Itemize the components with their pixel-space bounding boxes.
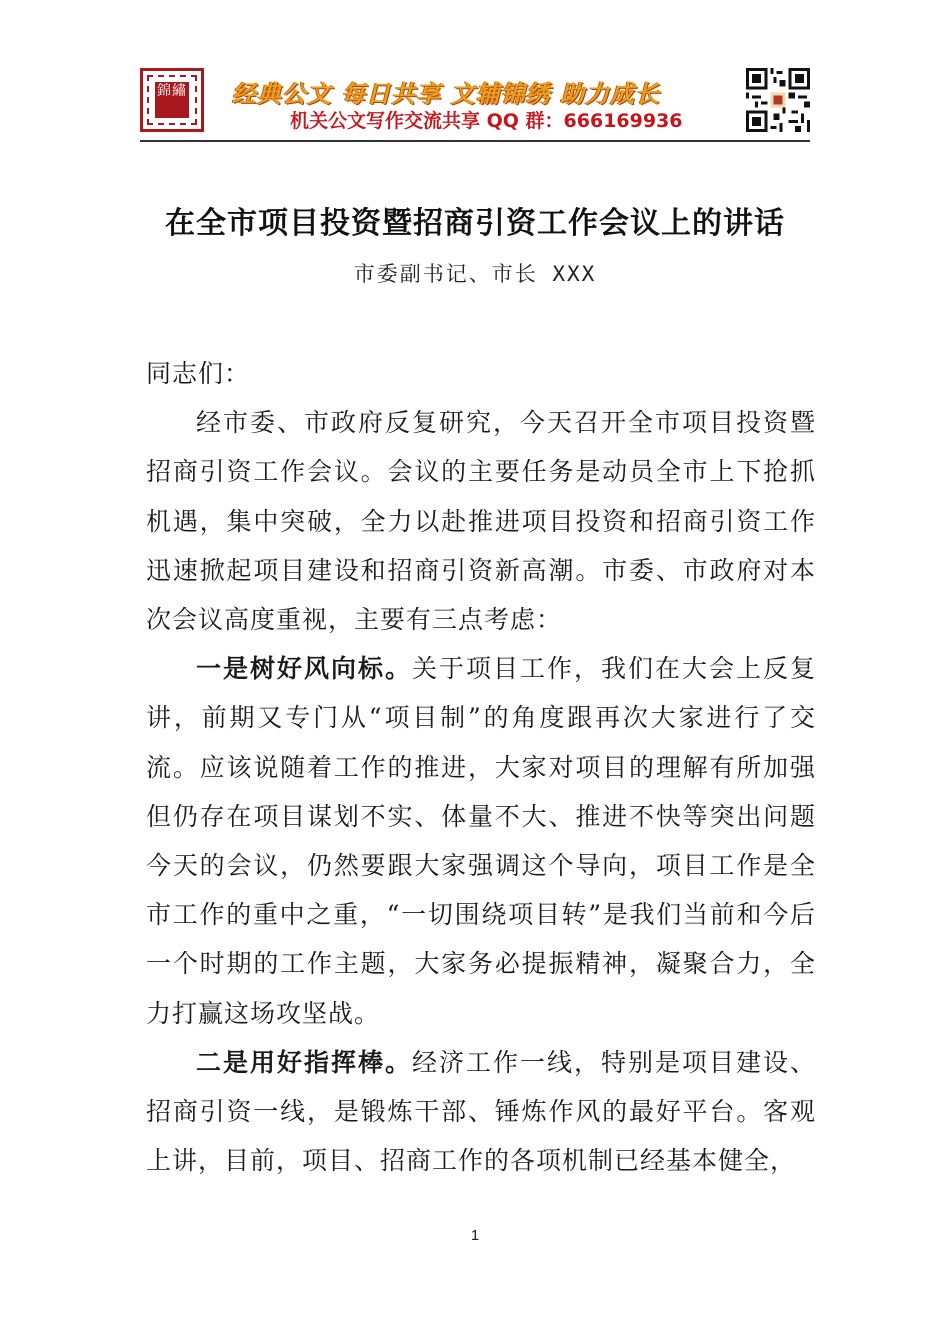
paragraph: [146, 398, 816, 644]
paragraph-text: 经市委、市政府反复研究，今天召开全市项目投资暨招商引资工作会议。会议的主要任务是动员全市上下抢抓机遇，集中突破，全力以赴推进项目投资和招商引资工作迅速掀起项目建设和招商引资新高潮。市委、市政府对本次会议高度重视，主要有三点考虑：: [146, 408, 816, 635]
paragraph-lead: 二是用好指挥棒。: [196, 1047, 412, 1077]
brand-logo: [140, 68, 204, 132]
document-body: [146, 349, 816, 1185]
paragraph: [146, 1038, 816, 1186]
document-title: 在全市项目投资暨招商引资工作会议上的讲话: [165, 206, 785, 241]
paragraph-text: 经济工作一线，特别是项目建设、招商引资一线，是锻炼干部、锤炼作风的最好平台。客观上讲，目前，项目、招商工作的各项机制已经基本健全，: [146, 1047, 816, 1176]
logo-seal-text: 錦繡: [155, 82, 189, 118]
header-divider: [140, 140, 810, 142]
qr-code-icon: [746, 68, 810, 132]
paragraph: [146, 644, 816, 1038]
header-slogan: 经典公文 每日共享 文辅锦绣 助力成长: [232, 80, 661, 108]
salutation: 同志们：: [146, 359, 251, 388]
page-number: 1: [470, 1227, 480, 1244]
header-qq-group: 机关公文写作交流共享 QQ 群：666169936: [290, 110, 683, 132]
paragraph-lead: 一是树好风向标。: [196, 654, 412, 684]
speaker-byline: 市委副书记、市长 XXX: [353, 262, 597, 286]
document-header: [140, 64, 810, 140]
paragraph-text: 关于项目工作，我们在大会上反复讲，前期又专门从“项目制”的角度跟再次大家进行了交流。应该说随着工作的推进，大家对项目的理解有所加强但仍存在项目谋划不实、体量不大、推进不快等突出问题今天的会议，仍然要跟大家强调这个导向，项目工作是全市工作的重中之重，“一切围绕项目转”是我们当前和今后一个时期的工作主题，大家务必提振精神，凝聚合力，全力打赢这场攻坚战。: [146, 654, 816, 1028]
